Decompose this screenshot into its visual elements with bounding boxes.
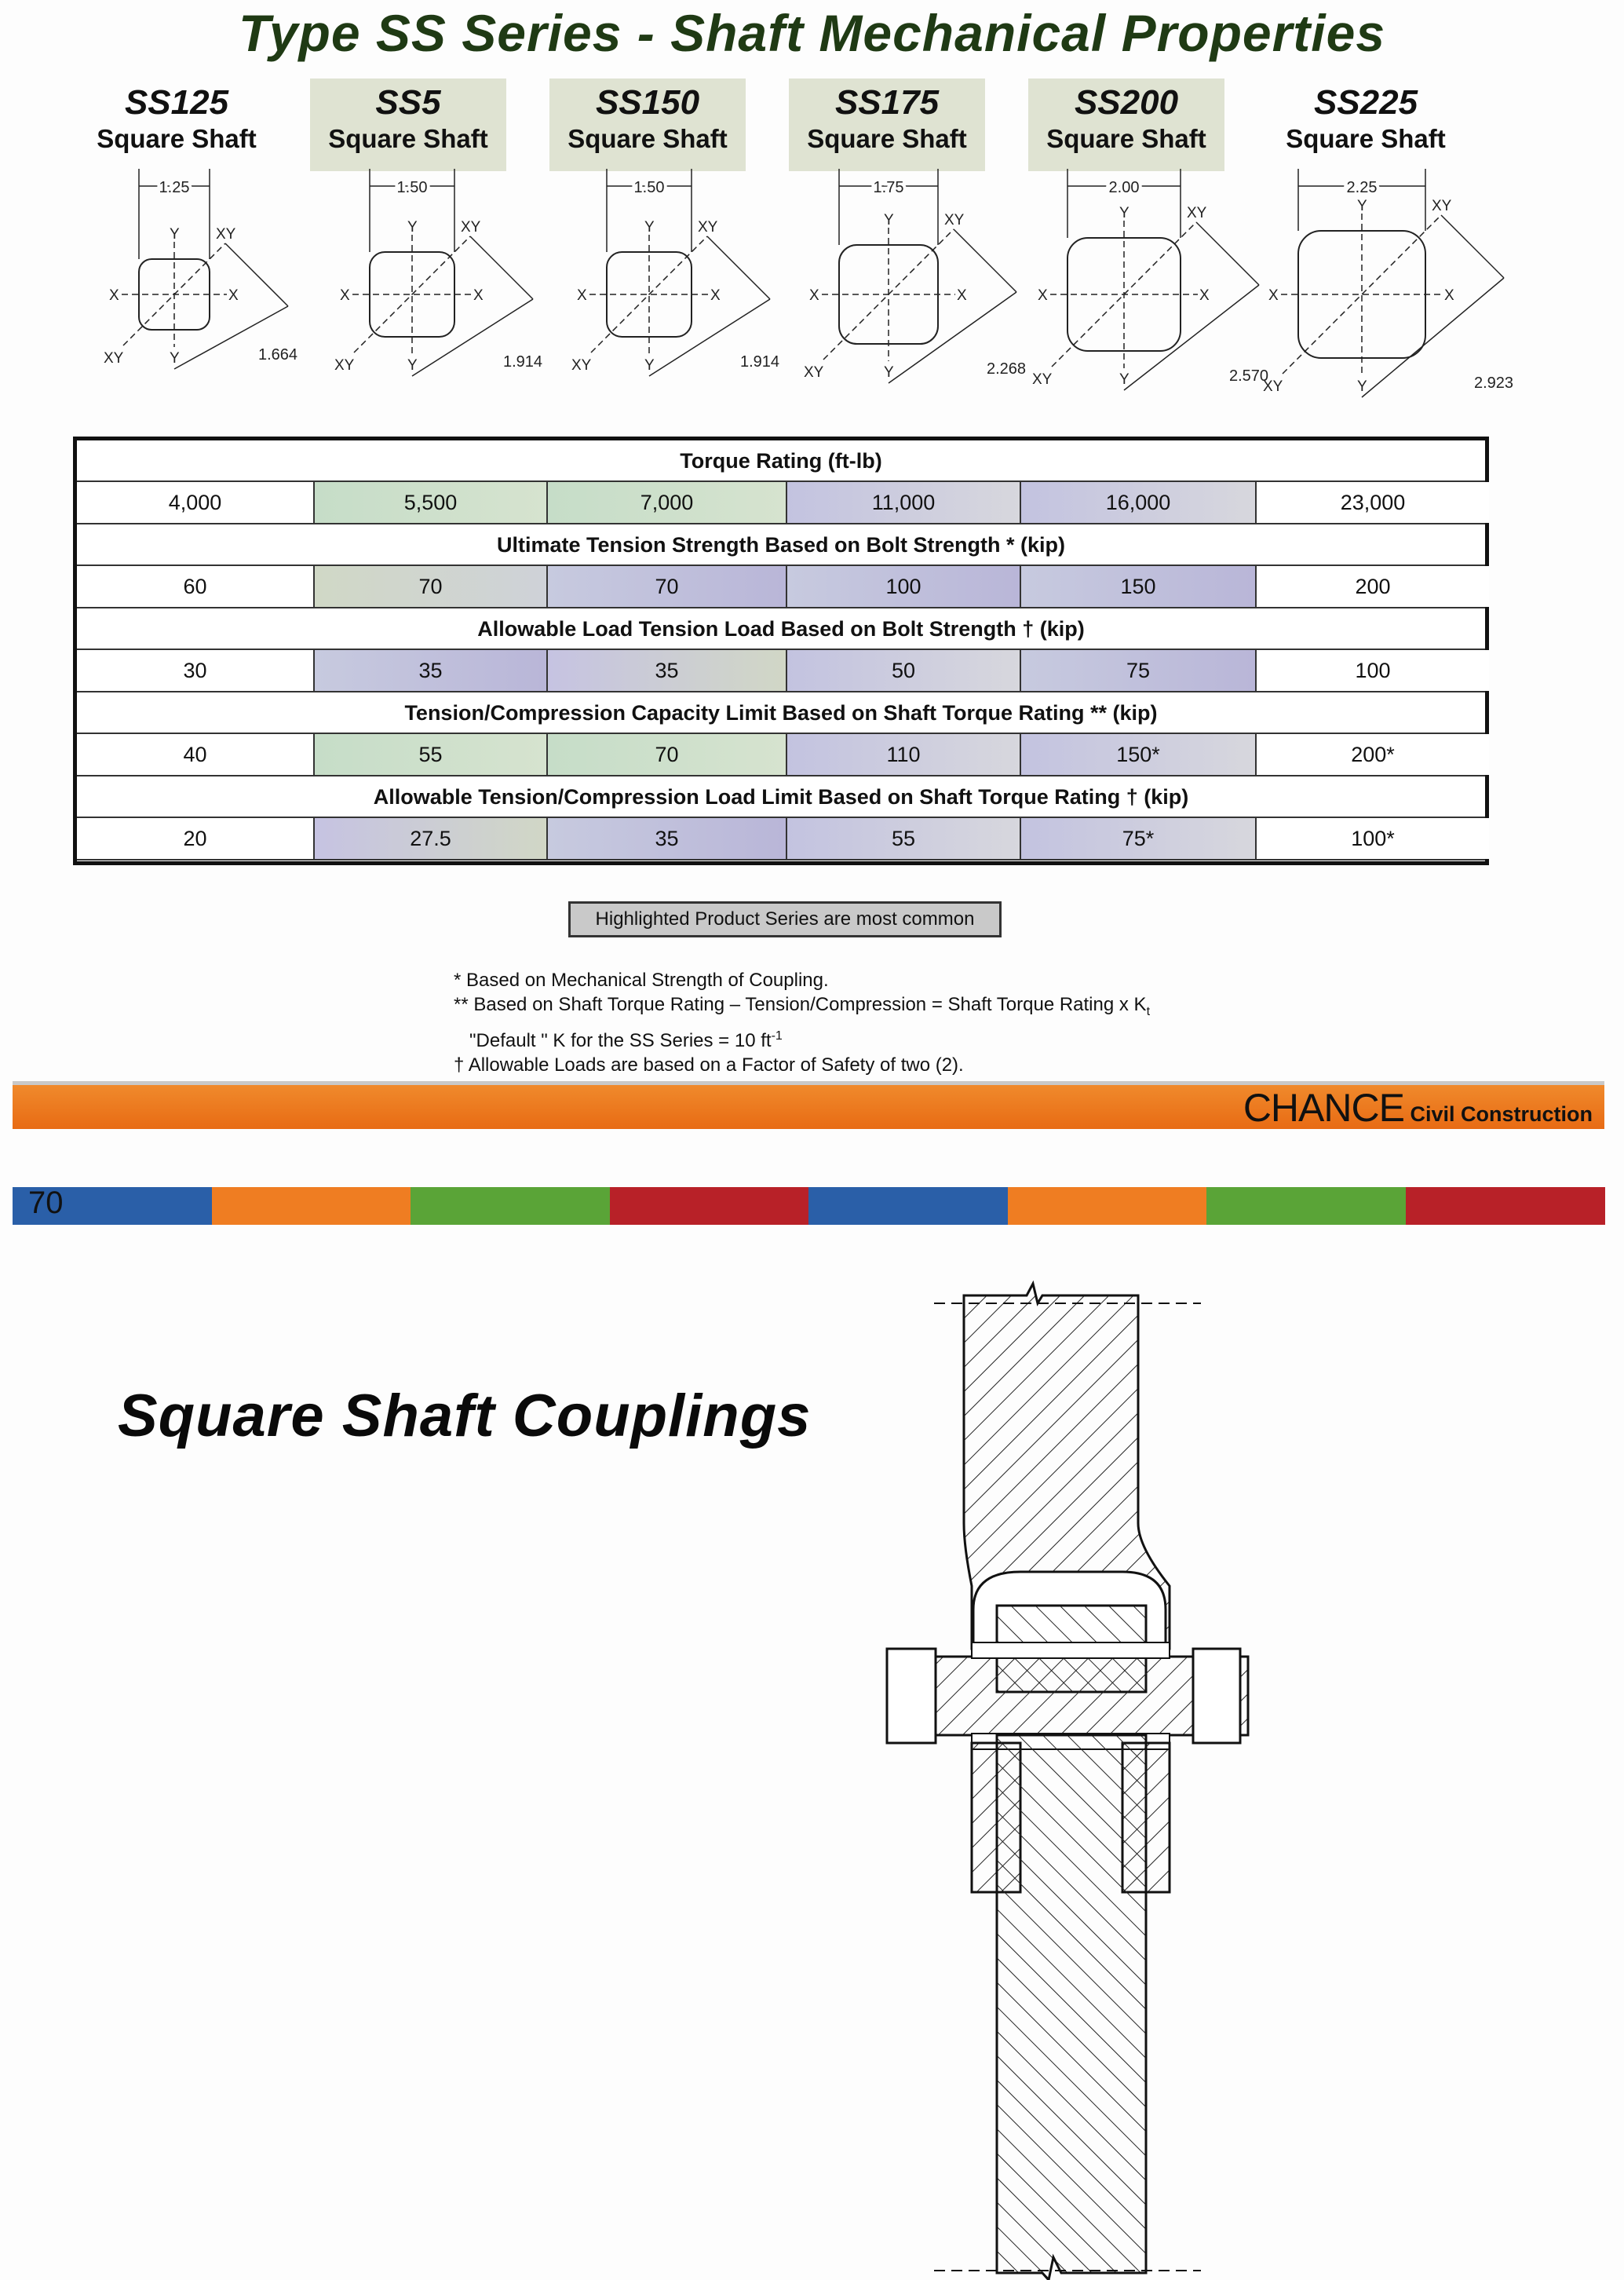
footnote-4: † Allowable Loads are based on a Factor of Safety of two (2). [454,1054,964,1076]
axis-y-label: Y [644,357,655,374]
product-code: SS200 [1074,83,1179,122]
dim-diagram-ss225 [1263,169,1513,397]
table-row [77,818,1485,860]
table-cell: 70 [548,734,787,775]
table-cell: 100 [1257,650,1489,691]
page-number: 70 [28,1186,64,1220]
shaft-dimension-diagrams [0,169,1624,404]
product-code: SS225 [1313,83,1418,122]
axis-y-label: Y [407,219,418,236]
axis-xy-label: XY [804,364,824,381]
product-header-ss5 [310,79,506,154]
table-cell: 16,000 [1021,482,1257,523]
footnote-3: "Default " K for the SS Series = 10 $ft^{-1}$ [469,1029,783,1051]
axis-y-label: Y [170,226,180,243]
diag-label: 1.914 [740,353,780,371]
stripe-segment [610,1187,810,1225]
product-desc: Square Shaft [1286,124,1446,153]
axis-xy-label: XY [1432,198,1452,214]
dim-diagram-ss200 [1032,169,1268,390]
table-cell: 55 [787,818,1021,859]
table-cell: 23,000 [1257,482,1489,523]
diag-label: 1.664 [258,346,298,364]
table-cell: 7,000 [548,482,787,523]
table-row-header: Allowable Tension/Compression Load Limit Based on Shaft Torque Rating † (kip) [77,776,1485,818]
table-cell: 150* [1021,734,1257,775]
axis-xy-label: XY [1187,205,1207,221]
axis-xy-label: XY [1032,371,1053,388]
stripe-segment [808,1187,1009,1225]
footnote-3-text: "Default " K for the SS Series = 10 ft [469,1029,772,1051]
table-cell: 200* [1257,734,1489,775]
brand-logo [1243,1083,1593,1130]
product-code: SS150 [595,83,700,122]
axis-x-label: X [109,287,119,304]
properties-table [73,437,1489,865]
dim-diagram-ss5 [334,169,542,376]
footnote-1: * Based on Mechanical Strength of Coupling. [454,970,829,991]
product-header-ss175 [789,79,985,154]
table-cell: 100 [787,566,1021,607]
axis-x-label: X [1444,287,1454,304]
axis-x-label: X [957,287,967,304]
table-row [77,734,1485,776]
axis-x-label: X [340,287,350,304]
product-code: SS5 [375,83,441,122]
table-cell: 35 [548,818,787,859]
table-cell: 70 [315,566,548,607]
axis-xy-label: XY [571,357,592,374]
axis-x-label: X [809,287,819,304]
product-desc: Square Shaft [807,124,967,153]
table-cell: 20 [77,818,315,859]
table-cell: 35 [315,650,548,691]
axis-xy-label: XY [698,219,718,236]
stripe-segment [1406,1187,1606,1225]
table-row [77,482,1485,524]
page-title: Type SS Series - Shaft Mechanical Properties [238,4,1386,62]
axis-xy-label: XY [1263,378,1283,395]
axis-xy-label: XY [461,219,481,236]
axis-y-label: Y [1119,205,1130,221]
table-cell: 110 [787,734,1021,775]
width-label: 1.50 [633,179,665,196]
product-header-ss225 [1268,79,1464,154]
axis-x-label: X [1268,287,1279,304]
brand-name: CHANCE [1243,1086,1404,1130]
axis-y-label: Y [1357,378,1367,395]
diag-label: 2.570 [1229,367,1269,385]
width-label: 1.75 [873,179,904,196]
product-header-ss125 [78,79,275,154]
width-label: 2.00 [1108,179,1140,196]
table-cell: 60 [77,566,315,607]
footnotes [454,968,1150,1077]
footnote-2: ** Based on Shaft Torque Rating – Tension/Compression = Shaft Torque Rating x $K_t$ [454,994,1151,1018]
table-cell: 35 [548,650,787,691]
stripe-segment [1206,1187,1407,1225]
axis-y-label: Y [1357,198,1367,214]
axis-y-label: Y [644,219,655,236]
upper-shaft-socket [964,1284,1170,1649]
table-cell: 100* [1257,818,1489,859]
table-cell: 75 [1021,650,1257,691]
table-cell: 40 [77,734,315,775]
table-cell: 50 [787,650,1021,691]
axis-y-label: Y [170,350,180,367]
product-header-ss200 [1028,79,1224,154]
axis-xy-label: XY [216,226,236,243]
table-row-header: Tension/Compression Capacity Limit Based on Shaft Torque Rating ** (kip) [77,692,1485,734]
diag-label: 2.923 [1474,375,1514,392]
axis-x-label: X [1199,287,1210,304]
table-cell: 27.5 [315,818,548,859]
axis-xy-label: XY [944,212,965,228]
axis-x-label: X [710,287,721,304]
lower-shaft [972,1735,1170,2280]
table-row-header: Ultimate Tension Strength Based on Bolt Strength * (kip) [77,524,1485,566]
dim-diagram-ss175 [804,169,1026,383]
highlight-legend: Highlighted Product Series are most common [568,901,1002,937]
table-cell: 55 [315,734,548,775]
width-label: 1.25 [159,179,190,196]
table-cell: 30 [77,650,315,691]
product-code: SS175 [834,83,940,122]
product-code: SS125 [124,83,229,122]
color-stripe [13,1187,1604,1225]
axis-x-label: X [577,287,587,304]
axis-x-label: X [473,287,484,304]
table-cell: 11,000 [787,482,1021,523]
table-cell: 200 [1257,566,1489,607]
product-desc: Square Shaft [97,124,257,153]
axis-y-label: Y [1119,371,1130,388]
table-row [77,650,1485,692]
stripe-segment [411,1187,611,1225]
table-row-header: Allowable Load Tension Load Based on Bolt Strength † (kip) [77,608,1485,650]
section-title: Square Shaft Couplings [118,1383,812,1449]
table-cell: 4,000 [77,482,315,523]
stripe-segment [212,1187,412,1225]
bolt [887,1642,1248,1749]
product-desc: Square Shaft [1046,124,1206,153]
axis-x-label: X [1038,287,1048,304]
axis-y-label: Y [407,357,418,374]
axis-xy-label: XY [104,350,124,367]
table-row [77,566,1485,608]
table-cell: 150 [1021,566,1257,607]
dim-diagram-ss150 [571,169,779,376]
diag-label: 2.268 [987,360,1027,378]
dim-diagram-ss125 [104,169,297,369]
width-label: 2.25 [1346,179,1378,196]
product-header-ss150 [549,79,746,154]
table-cell: 5,500 [315,482,548,523]
table-row-header: Torque Rating (ft-lb) [77,440,1485,482]
axis-x-label: X [228,287,239,304]
coupling-drawing [856,1280,1295,2280]
table-cell: 70 [548,566,787,607]
diag-label: 1.914 [503,353,543,371]
axis-y-label: Y [884,212,894,228]
product-desc: Square Shaft [328,124,488,153]
stripe-segment [1008,1187,1208,1225]
axis-xy-label: XY [334,357,355,374]
axis-y-label: Y [884,364,894,381]
table-cell: 75* [1021,818,1257,859]
width-label: 1.50 [396,179,428,196]
brand-tagline: Civil Construction [1410,1102,1593,1126]
product-desc: Square Shaft [567,124,728,153]
